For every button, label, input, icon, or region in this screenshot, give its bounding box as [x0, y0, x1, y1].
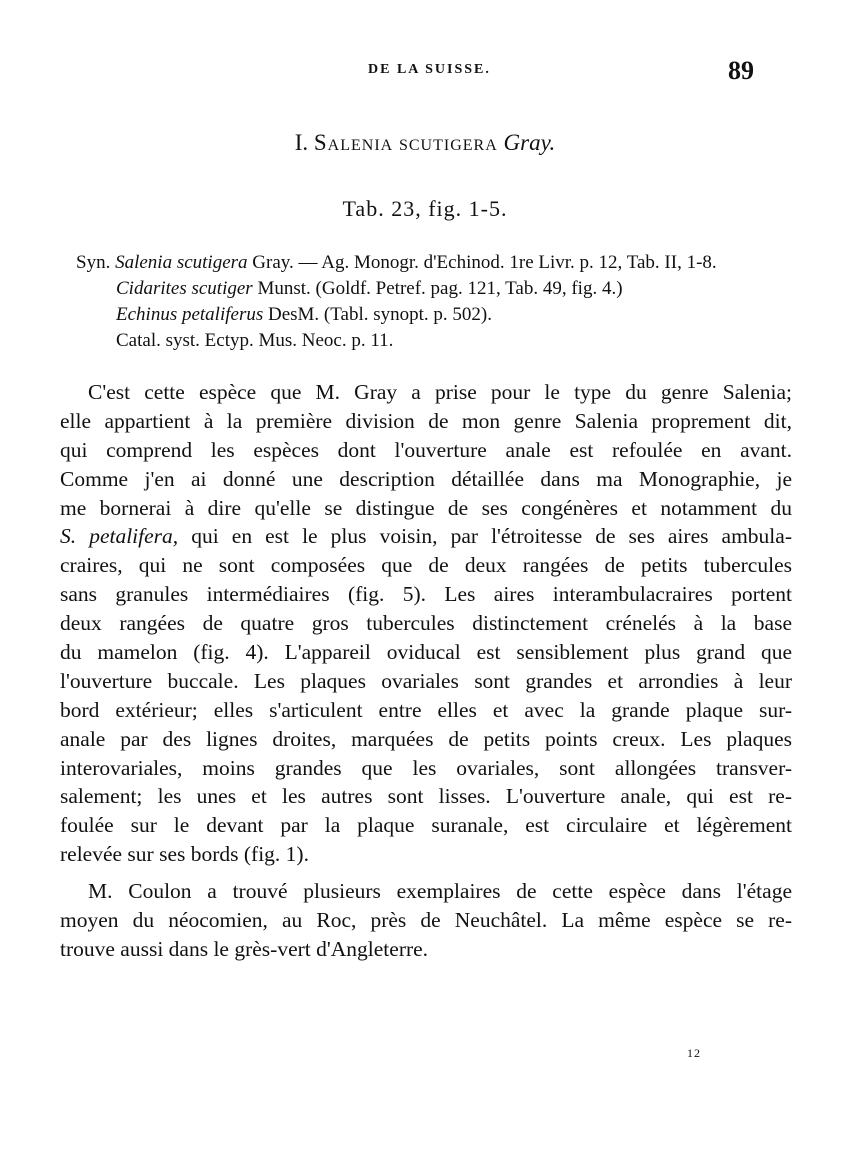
text-line: Comme j'en ai donné une description détaillée dans ma Monographie, je	[60, 466, 792, 491]
species-reference: S. petalifera,	[60, 524, 179, 549]
body-text	[60, 378, 792, 964]
plate-reference: Tab. 23, fig. 1-5.	[342, 196, 508, 221]
text-line: M. Coulon a trouvé plusieurs exemplaires de cette espèce dans l'étage	[88, 879, 792, 904]
text-line: sans granules intermédiaires (fig. 5). Les aires interambulacraires portent	[60, 582, 792, 607]
species-name: scutigera	[398, 130, 498, 155]
text-line: salement; les unes et les autres sont lisses. L'ouverture anale, qui est re-	[60, 784, 792, 809]
text-line: bord extérieur; elles s'articulent entre elles et avec la grande plaque sur-	[60, 697, 792, 722]
text-line: qui comprend les espèces dont l'ouverture anale est refoulée en avant.	[60, 437, 792, 462]
text-line: S. petalifera, qui en est le plus voisin, par l'étroitesse de ses aires ambula-	[60, 524, 792, 549]
text-line: relevée sur ses bords (fig. 1).	[60, 842, 309, 867]
synonym-line: Syn. Salenia scutigera Gray. — Ag. Monogr. d'Echinod. 1re Livr. p. 12, Tab. II, 1-8.	[76, 252, 717, 273]
locality-paragraph	[60, 877, 792, 964]
text-line: me bornerai à dire qu'elle se distingue de ses congénères et notamment du	[60, 495, 792, 520]
text-line: l'ouverture buccale. Les plaques ovariales sont grandes et arrondies à leur	[60, 668, 792, 693]
synonym-line: Cidarites scutiger Munst. (Goldf. Petref. pag. 121, Tab. 49, fig. 4.)	[116, 278, 623, 299]
synonymy-list	[76, 250, 796, 354]
text-line: interovariales, moins grandes que les ovariales, sont allongées transver-	[60, 755, 792, 780]
description-paragraph	[60, 378, 792, 869]
synonym-line: Echinus petaliferus DesM. (Tabl. synopt. p. 502).	[116, 304, 492, 325]
species-number: I.	[294, 130, 309, 155]
text-line: moyen du néocomien, au Roc, près de Neuchâtel. La même espèce se re-	[60, 908, 792, 933]
page-number: 89	[728, 56, 754, 85]
text-line: anale par des lignes droites, marquées de petits points creux. Les plaques	[60, 726, 792, 751]
text-line: craires, qui ne sont composées que de deux rangées de petits tubercules	[60, 553, 792, 578]
text-line: C'est cette espèce que M. Gray a prise pour le type du genre Salenia;	[88, 380, 792, 404]
text-line: elle appartient à la première division de mon genre Salenia proprement dit,	[60, 408, 792, 433]
synonym-name: Cidarites scutiger	[116, 278, 253, 299]
synonym-name: Echinus petaliferus	[116, 304, 264, 325]
running-title: DE LA SUISSE.	[368, 62, 491, 77]
text-line: du mamelon (fig. 4). L'appareil oviducal est sensiblement plus grand que	[60, 640, 792, 665]
text-line: deux rangées de quatre gros tubercules distinctement crénelés à la base	[60, 611, 792, 636]
signature-mark: 12	[687, 1046, 701, 1060]
genus-name: Salenia	[313, 130, 394, 155]
text-line: foulée sur le devant par la plaque suranale, est circulaire et légèrement	[60, 813, 792, 838]
synonym-name: Salenia scutigera	[115, 252, 248, 273]
text-line: trouve aussi dans le grès-vert d'Angleterre.	[60, 936, 429, 961]
species-title	[0, 130, 850, 156]
synonym-line: Catal. syst. Ectyp. Mus. Neoc. p. 11.	[116, 330, 394, 351]
author-name: Gray.	[503, 130, 556, 155]
